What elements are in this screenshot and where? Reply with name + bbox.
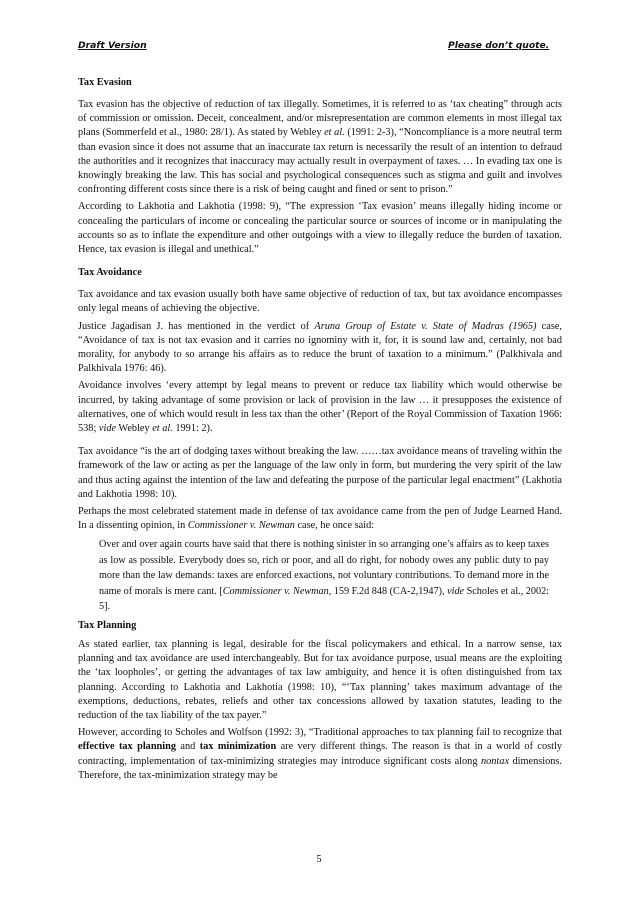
block-quote-learned-hand xyxy=(99,537,549,615)
avoidance-paragraph-2: Justice Jagadisan J. has mentioned in the verdict of Aruna Group of Estate v. State of Madras (1965) case, “Avoidance of tax is not tax evasion and it carries no ignominy with it, for, it is sound law and, certainly, not bad morality, for anybody to so arrange his affairs as to reduce the brunt of taxation to a minimum.” (Palkhivala and Palkhivala 1976: 46). xyxy=(78,320,562,375)
heading-tax-evasion: Tax Evasion xyxy=(78,77,132,88)
header-dont-quote: Please don’t quote. xyxy=(448,40,550,51)
page-body xyxy=(78,76,562,786)
avoidance-paragraph-5: Perhaps the most celebrated statement made in defense of tax avoidance came from the pen of Judge Learned Hand. In a dissenting opinion, in Commissioner v. Newman case, he once said: xyxy=(78,506,562,532)
header-draft-version: Draft Version xyxy=(78,40,147,51)
heading-tax-avoidance: Tax Avoidance xyxy=(78,267,142,279)
heading-tax-planning: Tax Planning xyxy=(78,619,137,631)
evasion-paragraph-1: Tax evasion has the objective of reduction of tax illegally. Sometimes, it is referred to as ‘tax cheating” through acts of commission or omission. Deceit, concealment, and/or misrepresentation are common elements in most illegal tax plans (Sommerfeld et al., 1980: 28/1). As stated by Webley et al. (1991: 2-3), “Noncompliance is a more neutral term than evasion since it does not assume that an inaccurate tax return is necessarily the result of an intention to defraud the authorities and it recognizes that inaccuracy may actually result in overpayment of taxes. … In evading tax one is knowingly breaking the law. This has social and psychological consequences such as stigma and guilt and involves confronting different costs since there is a risk of being caught and fined or sent to prison.” xyxy=(78,99,562,196)
avoidance-paragraph-1: Tax avoidance and tax evasion usually both have same objective of reduction of tax, but tax avoidance encompasses only legal means of achieving the objective. xyxy=(78,289,562,315)
planning-paragraph-1: As stated earlier, tax planning is legal, desirable for the fiscal policymakers and ethical. In a narrow sense, tax planning and tax avoidance are used interchangeably. But for tax avoidance purpose, usual means are the exploiting the ‘tax loopholes’, or getting the advantages of tax law ambiguity, and hence it is often distinguished from tax planning. According to Lakhotia and Lakhotia (1998: 10), “‘Tax planning’ takes maximum advantage of the exemptions, deductions, rebates, reliefs and other tax concessions allowed by taxation statutes, leading to the reduction of the tax liability of the tax payer.” xyxy=(78,638,562,721)
evasion-paragraph-2: According to Lakhotia and Lakhotia (1998: 9), “The expression ‘Tax evasion’ means illegally hiding income or concealing the particulars of income or concealing the particular source or sources of income or in manipulating the accounts so as to inflate the expenditure and other outgoings with a view to illegally reduce the burden of taxation. Hence, tax evasion is illegal and unethical.” xyxy=(78,201,562,256)
avoidance-paragraph-4: Tax avoidance “is the art of dodging taxes without breaking the law. ……tax avoidance means of traveling within the framework of the law or acting as per the language of the law only in form, but murdering the very spirit of the law and thus acting against the intention of the law and defeating the purpose of the particular legal enactment” (Lakhotia and Lakhotia 1998: 10). xyxy=(78,446,562,500)
avoidance-paragraph-3: Avoidance involves ‘every attempt by legal means to prevent or reduce tax liability which would otherwise be incurred, by taking advantage of some provision or lack of provision in the law … it presupposes the existence of alternatives, one of which would result in less tax than the other’ (Report of the Royal Commission of Taxation 1966: 538; vide Webley et al. 1991: 2). xyxy=(78,380,562,435)
page-number: 5 xyxy=(316,854,322,865)
quote-text: Over and over again courts have said that there is nothing sinister in so arranging one’s affairs as to keep taxes as low as possible. Everybody does so, rich or poor, and all do right, for nobody owes any public duty to pay more than the law demands: taxes are enforced exactions, not voluntary contributions. To demand more in the name of morals is mere cant. [Commissioner v. Newman, 159 F.2d 848 (CA-2,1947), vide Scholes et al., 2002: 5]. xyxy=(99,539,550,613)
planning-paragraph-2: However, according to Scholes and Wolfson (1992: 3), “Traditional approaches to tax planning fail to recognize that effective tax planning and tax minimization are very different things. The reason is that in a world of costly contracting, implementation of tax-minimizing strategies may introduce significant costs along nontax dimensions. Therefore, the tax-minimization strategy may be xyxy=(78,727,563,781)
